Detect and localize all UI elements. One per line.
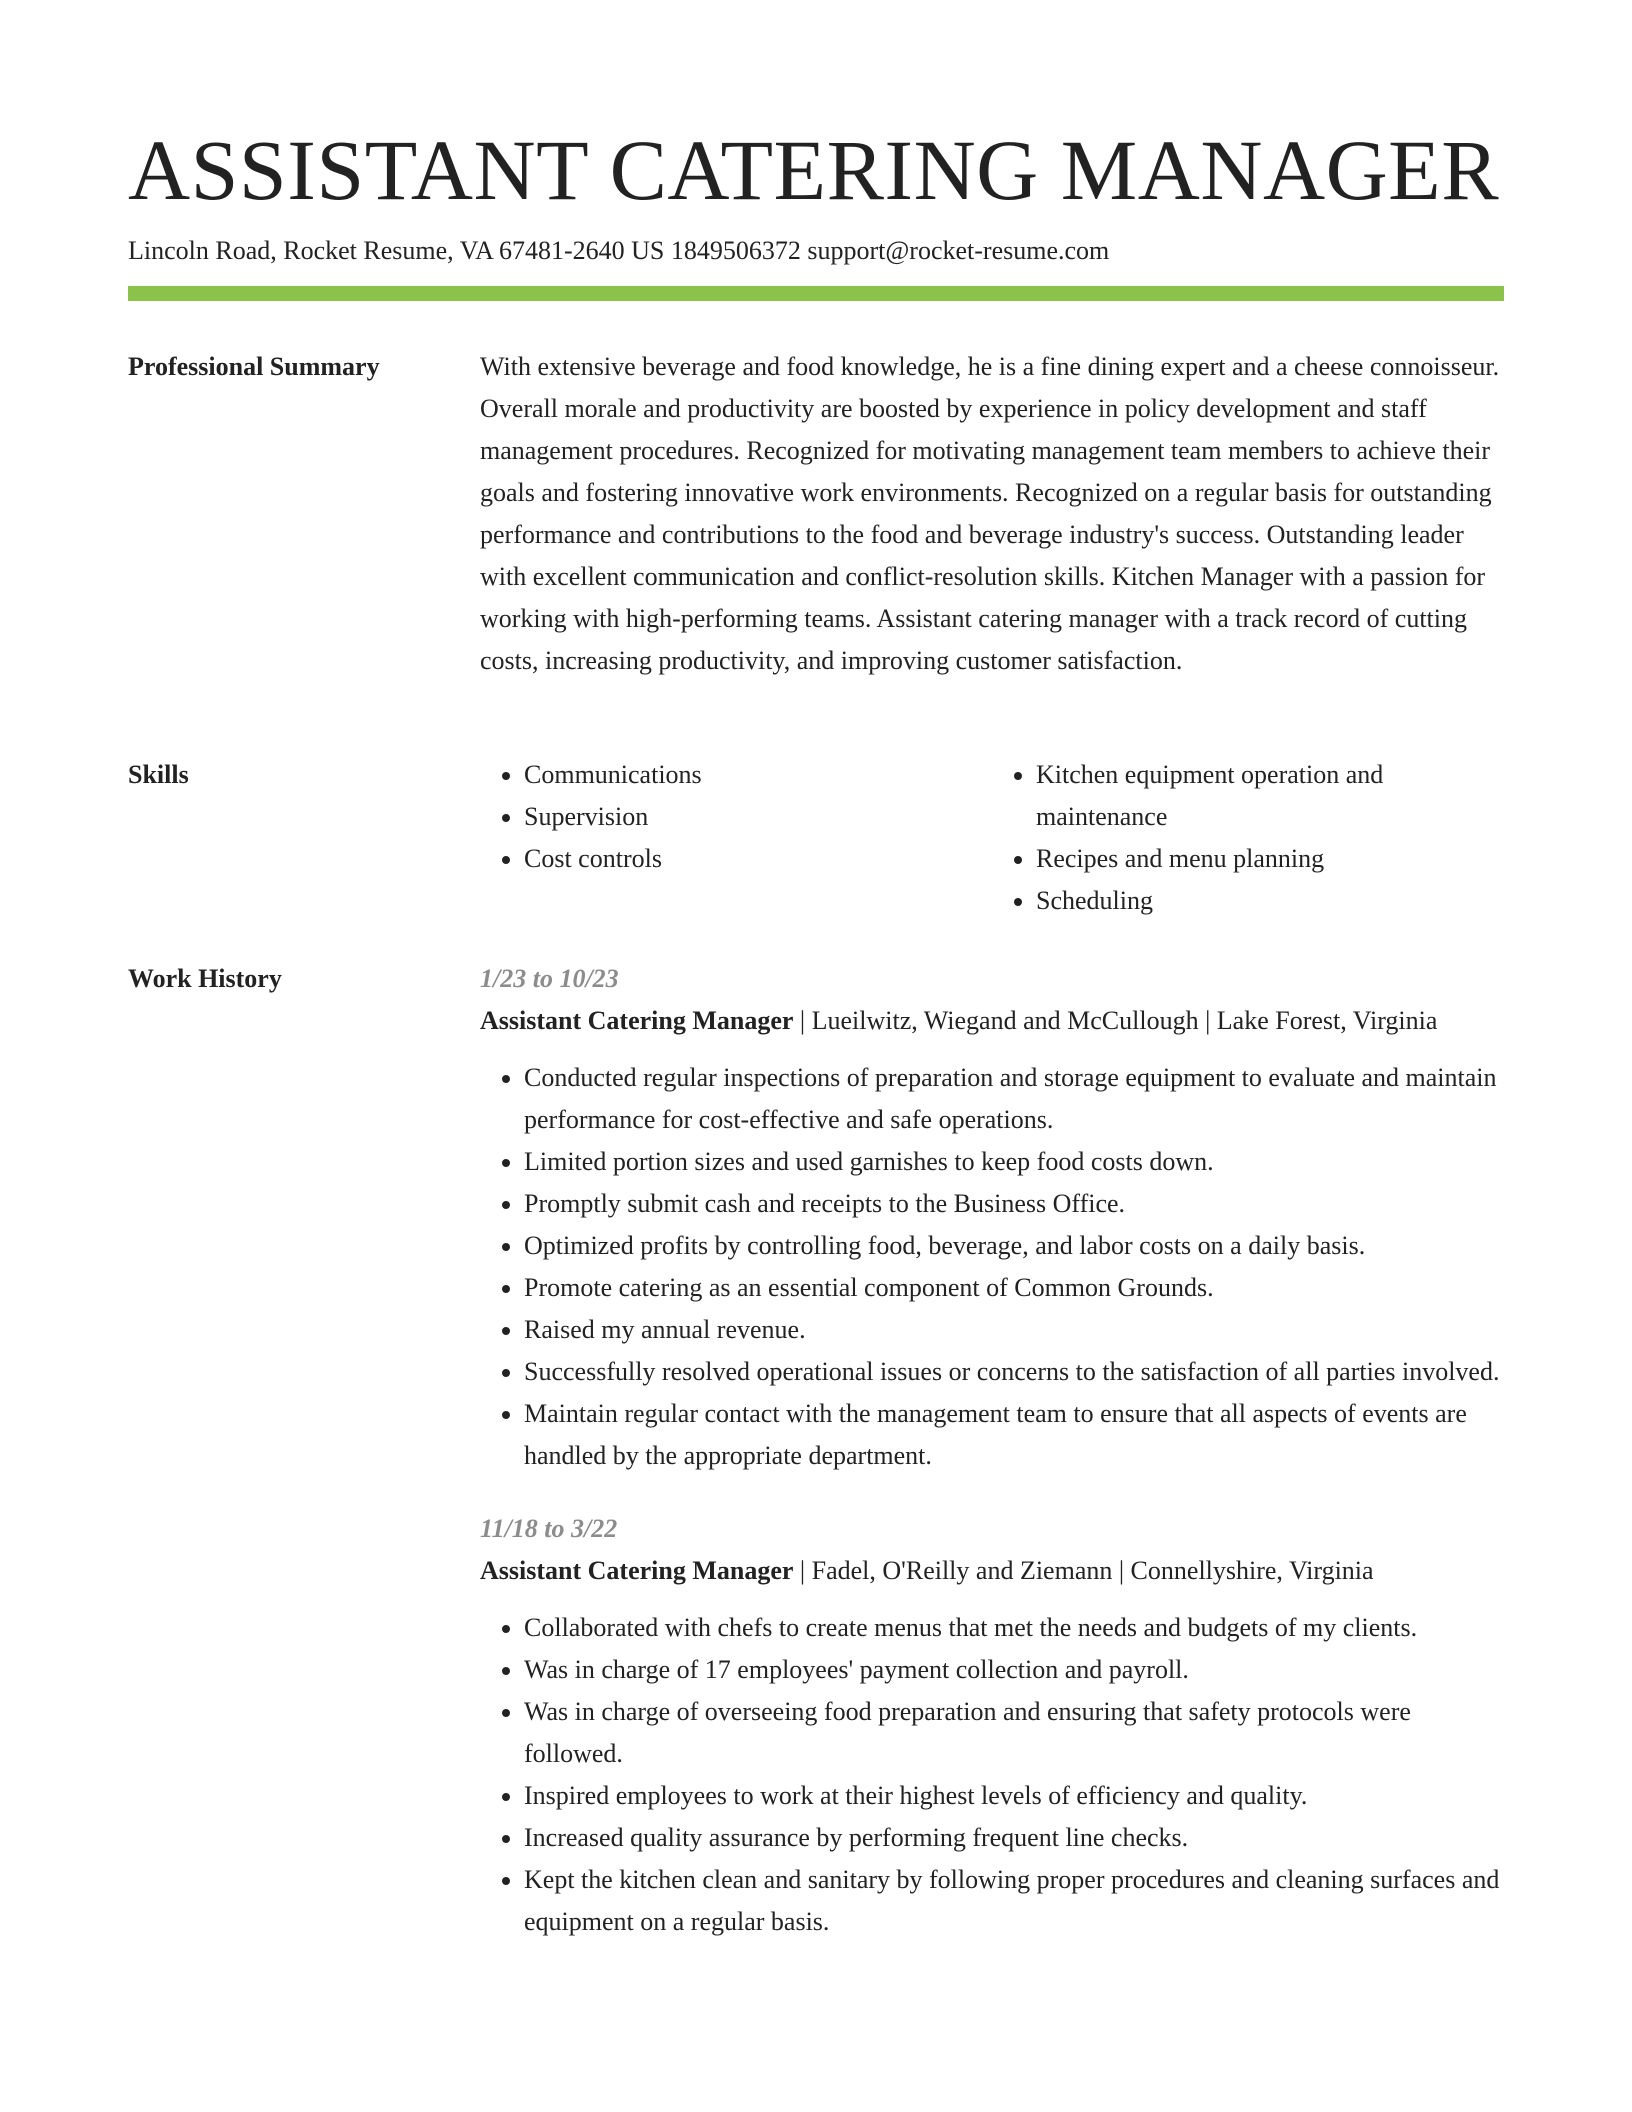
- work-history-body: [480, 958, 1504, 1943]
- job-bullet: • Raised my annual revenue.: [524, 1309, 1504, 1351]
- job-bullet: • Successfully resolved operational issues or concerns to the satisfaction of all parties involved.: [524, 1351, 1504, 1393]
- job-bullet: • Conducted regular inspections of preparation and storage equipment to evaluate and maintain performance for cost-effective and safe operations.: [524, 1057, 1504, 1141]
- job-dates: 11/18 to 3/22: [480, 1514, 618, 1543]
- skills-heading: Skills: [128, 760, 189, 789]
- job-bullet: • Was in charge of 17 employees' payment collection and payroll.: [524, 1649, 1504, 1691]
- job-bullet: • Promote catering as an essential component of Common Grounds.: [524, 1267, 1504, 1309]
- skills-body: [480, 754, 1504, 922]
- skill-item: • Recipes and menu planning: [1036, 838, 1504, 880]
- page-title: ASSISTANT CATERING MANAGER: [128, 122, 1500, 218]
- skill-item: • Cost controls: [524, 838, 992, 880]
- job-entry: [480, 1508, 1504, 1943]
- job-dates: 1/23 to 10/23: [480, 964, 619, 993]
- work-history-heading: Work History: [128, 964, 282, 993]
- job-bullet-list: [480, 1057, 1504, 1477]
- job-details: | Lueilwitz, Wiegand and McCullough | Lake Forest, Virginia: [793, 1006, 1438, 1035]
- job-entry: [480, 958, 1504, 1477]
- skills-list-right: [992, 754, 1504, 922]
- resume-header: [128, 120, 1504, 268]
- job-role: Assistant Catering Manager: [480, 1006, 794, 1035]
- job-bullet: • Maintain regular contact with the management team to ensure that all aspects of events are handled by the appropriate department.: [524, 1393, 1504, 1477]
- job-role: Assistant Catering Manager: [480, 1556, 794, 1585]
- skills-section: [128, 754, 1504, 934]
- job-title-line: [480, 1000, 1504, 1042]
- job-bullet: • Promptly submit cash and receipts to the Business Office.: [524, 1183, 1504, 1225]
- summary-text: With extensive beverage and food knowledge, he is a fine dining expert and a cheese connoisseur. Overall morale and productivity are boosted by experience in policy development and staff management procedures. Recognized for motivating management team members to achieve their goals and fostering innovative work environments. Recognized on a regular basis for outstanding performance and contributions to the food and beverage industry's success. Outstanding leader with excellent communication and conflict-resolution skills. Kitchen Manager with a passion for working with high-performing teams. Assistant catering manager with a track record of cutting costs, increasing productivity, and improving customer satisfaction.: [480, 352, 1500, 675]
- job-details: | Fadel, O'Reilly and Ziemann | Connellyshire, Virginia: [793, 1556, 1374, 1585]
- job-title-line: [480, 1550, 1504, 1592]
- job-bullet: • Collaborated with chefs to create menus that met the needs and budgets of my clients.: [524, 1607, 1504, 1649]
- job-bullet: • Increased quality assurance by performing frequent line checks.: [524, 1817, 1504, 1859]
- work-history-section: [128, 958, 1504, 2078]
- job-bullet: • Optimized profits by controlling food, beverage, and labor costs on a daily basis.: [524, 1225, 1504, 1267]
- summary-section: [128, 346, 1504, 726]
- skills-list-left: [480, 754, 992, 922]
- accent-divider: [128, 286, 1504, 301]
- skill-item: • Scheduling: [1036, 880, 1504, 922]
- skill-item: • Kitchen equipment operation and maintenance: [1036, 754, 1504, 838]
- skill-item: • Supervision: [524, 796, 992, 838]
- contact-line: Lincoln Road, Rocket Resume, VA 67481-2640 US 1849506372 support@rocket-resume.com: [128, 236, 1110, 265]
- job-bullet: • Kept the kitchen clean and sanitary by following proper procedures and cleaning surfaces and equipment on a regular basis.: [524, 1859, 1504, 1943]
- job-bullet-list: [480, 1607, 1504, 1943]
- job-bullet: • Inspired employees to work at their highest levels of efficiency and quality.: [524, 1775, 1504, 1817]
- job-bullet: • Limited portion sizes and used garnishes to keep food costs down.: [524, 1141, 1504, 1183]
- summary-body: [480, 346, 1504, 682]
- job-bullet: • Was in charge of overseeing food preparation and ensuring that safety protocols were followed.: [524, 1691, 1504, 1775]
- skill-item: • Communications: [524, 754, 992, 796]
- summary-heading: Professional Summary: [128, 352, 380, 381]
